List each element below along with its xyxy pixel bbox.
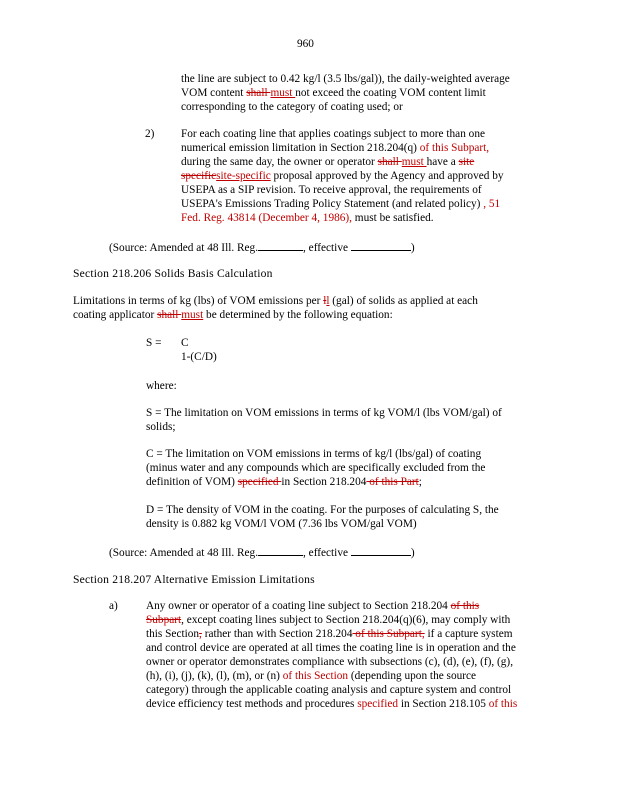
item-a-line-7: category) through the applicable coating analysis and capture system and control [146, 684, 512, 696]
continuation-line-2: VOM content shall must not exceed the coating VOM content limit [181, 87, 486, 99]
definition-c-line-1: C = The limitation on VOM emissions in terms of kg/l (lbs/gal) of coating [146, 448, 482, 460]
section-206-heading: Section 218.206 Solids Basis Calculation [73, 267, 273, 280]
item-2-line-1: For each coating line that applies coatings subject to more than one [181, 128, 485, 140]
definition-c-line-3: definition of VOM) specified in Section 218.204 of this Part; [146, 476, 422, 488]
page-number: 960 [297, 38, 314, 50]
item-a-line-3: this Section, rather than with Section 218.204 of this Subpart, if a capture system [146, 628, 513, 640]
item-a-line-6: (h), (i), (j), (k), (l), (m), or (n) of this Section (depending upon the source [146, 670, 477, 682]
item-2-line-2: numerical emission limitation in Section 218.204(q) of this Subpart, [181, 142, 490, 154]
item-2-line-3: during the same day, the owner or operator shall must have a site [181, 156, 475, 168]
definition-d-line-1: D = The density of VOM in the coating. For the purposes of calculating S, the [146, 504, 499, 516]
item-a-label: a) [109, 600, 118, 612]
where-label: where: [146, 380, 177, 392]
equation-lhs: S = [146, 337, 162, 349]
equation-numerator: C [181, 337, 189, 349]
source-note: (Source: Amended at 48 Ill. Reg. , effective ) [109, 547, 415, 559]
item-2-line-5: USEPA as a SIP revision. To receive approval, the requirements of [181, 184, 482, 196]
item-a-line-4: and control device are operated at all times the coating line is in operation and the [146, 642, 516, 654]
section-207-heading: Section 218.207 Alternative Emission Limitations [73, 573, 315, 586]
item-a-line-2: Subpart, except coating lines subject to Section 218.204(q)(6), may comply with [146, 614, 511, 626]
item-a-line-8: device efficiency test methods and procedures specified in Section 218.105 of this [146, 698, 518, 710]
source-note: (Source: Amended at 48 Ill. Reg. , effective ) [109, 242, 415, 254]
inserted-text: must [270, 87, 296, 99]
item-a-line-5: owner or operator demonstrates compliance with subsections (c), (d), (e), (f), (g), [146, 656, 514, 668]
item-2-line-4: specificsite-specific proposal approved by the Agency and approved by [181, 170, 504, 182]
definition-s-line-2: solids; [146, 421, 176, 433]
equation-denominator: 1-(C/D) [181, 351, 217, 363]
definition-c-line-2: (minus water and any compounds which are specifically excluded from the [146, 462, 486, 474]
definition-d-line-2: density is 0.882 kg VOM/l VOM (7.36 lbs VOM/gal VOM) [146, 518, 417, 530]
continuation-line-3: corresponding to the category of coating used; or [181, 101, 403, 113]
deleted-text: shall [246, 87, 271, 99]
item-2-line-6: USEPA's Emissions Trading Policy Statement (and related policy) , 51 [181, 198, 501, 210]
item-2-line-7: Fed. Reg. 43814 (December 4, 1986), must be satisfied. [181, 212, 434, 224]
item-a-line-1: Any owner or operator of a coating line subject to Section 218.204 of this [146, 600, 480, 612]
section-206-para-line-2: coating applicator shall must be determined by the following equation: [73, 309, 393, 321]
item-2-label: 2) [145, 128, 155, 140]
definition-s-line-1: S = The limitation on VOM emissions in terms of kg VOM/l (lbs VOM/gal) of [146, 407, 502, 419]
continuation-line-1: the line are subject to 0.42 kg/l (3.5 lbs/gal)), the daily-weighted average [181, 73, 510, 85]
section-206-para-line-1: Limitations in terms of kg (lbs) of VOM emissions per ll (gal) of solids as applied at each [73, 295, 478, 307]
